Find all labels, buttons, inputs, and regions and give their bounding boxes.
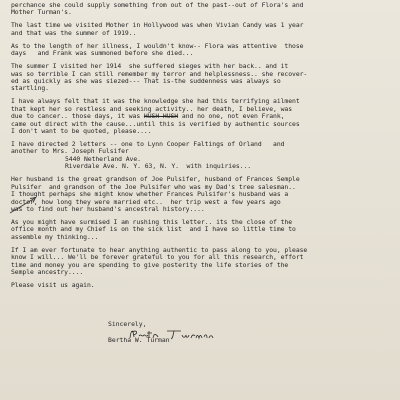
text-line: and that was the summer of 1919..	[11, 28, 137, 37]
text-line: I thought perhaps she might know whether Frances Pulsifer's husband was a	[11, 190, 289, 199]
paragraph-5	[11, 98, 396, 135]
text-line: As to the length of her illness, I wouldn't know-- Flora was attentive those	[11, 41, 304, 50]
text-line: that kept her so restless and seeking activity.. her death, I believe, was	[11, 104, 293, 113]
text-line: Pulsifer and grandson of the Joe Pulsifer who was my Dad's tree salesman..	[11, 182, 296, 191]
text-line: days and Frank was summoned before she died...	[11, 49, 194, 58]
paragraph-4	[11, 63, 396, 93]
text-line: came out direct with the cause...until this is verified by authentic sources	[11, 119, 300, 128]
paragraph-3	[11, 43, 396, 58]
text-line: office month and my Chief is on the sick list and I have so little time to	[11, 225, 296, 234]
text-line: Semple ancestry....	[11, 267, 84, 276]
text-line: know I will... We'll be forever grateful to you for all this research, effort	[11, 253, 304, 262]
typed-name: Bertha W. Turman	[108, 336, 170, 345]
text-line: I have always felt that it was the knowledge she had this terrifying ailment	[11, 97, 300, 106]
text-fragment: due to cancer.. those days, it was	[11, 112, 144, 121]
address-line: 5440 Netherland Ave.	[65, 154, 141, 163]
struck-words: HUSH HUSH	[143, 112, 179, 121]
text-line: Her husband is the great grandson of Joe Pulsifer, husband of Frances Semple	[11, 175, 300, 184]
text-line: If I am ever fortunate to hear anything authentic to pass along to you, please	[11, 245, 308, 254]
text-line: assemble my thinking...	[11, 232, 99, 241]
paragraph-9	[11, 247, 396, 277]
text-line: doctor, how long they were married etc.. her trip west a few years ago	[11, 197, 281, 206]
closing-line: Please visit us again.	[11, 280, 95, 289]
handwritten-signature	[127, 326, 217, 342]
text-line: perchance she could supply something from out of the past--out of Flora's and	[11, 1, 304, 9]
text-line: was to find out her husband's ancestral history....	[11, 204, 205, 213]
text-line: was so terrible I can still remember my terror and helplessness.. she recover-	[11, 69, 308, 78]
text-line: time and money you are spending to give posterity the life stories of the	[11, 260, 289, 269]
paragraph-8	[11, 219, 396, 241]
text-line: As you might have surmised I am rushing this letter.. its the close of the	[11, 217, 293, 226]
text-line: ed as quickly as she was siezed--- That is-the suddenness was always so	[11, 77, 281, 86]
closing	[11, 282, 396, 289]
address-line: Riverdale Ave. N. Y. 63, N. Y. with inquiries...	[65, 162, 252, 171]
paragraph-6	[11, 141, 396, 171]
sincerely-text: Sincerely,	[108, 320, 147, 328]
text-line: The summer I visited her 1914 she suffered sieges with her back.. and it	[11, 62, 289, 71]
text-line: The last time we visited Mother in Hollywood was when Vivian Candy was 1 year	[11, 21, 304, 30]
text-line: I have directed 2 letters -- one to Lynn Cooper Faltings of Orland and	[11, 140, 285, 149]
text-line: startling.	[11, 84, 49, 93]
paragraph-7	[11, 176, 396, 213]
text-line: another to Mrs. Joseph Fulsifer	[11, 147, 129, 156]
letter-body	[11, 2, 396, 295]
text-fragment: and no one, not even Frank,	[178, 112, 285, 121]
text-line: Mother Turman's.	[11, 8, 72, 17]
paragraph-2	[11, 22, 396, 37]
paragraph-1	[11, 2, 396, 17]
text-line: I don't want to be quoted, please....	[11, 127, 152, 136]
